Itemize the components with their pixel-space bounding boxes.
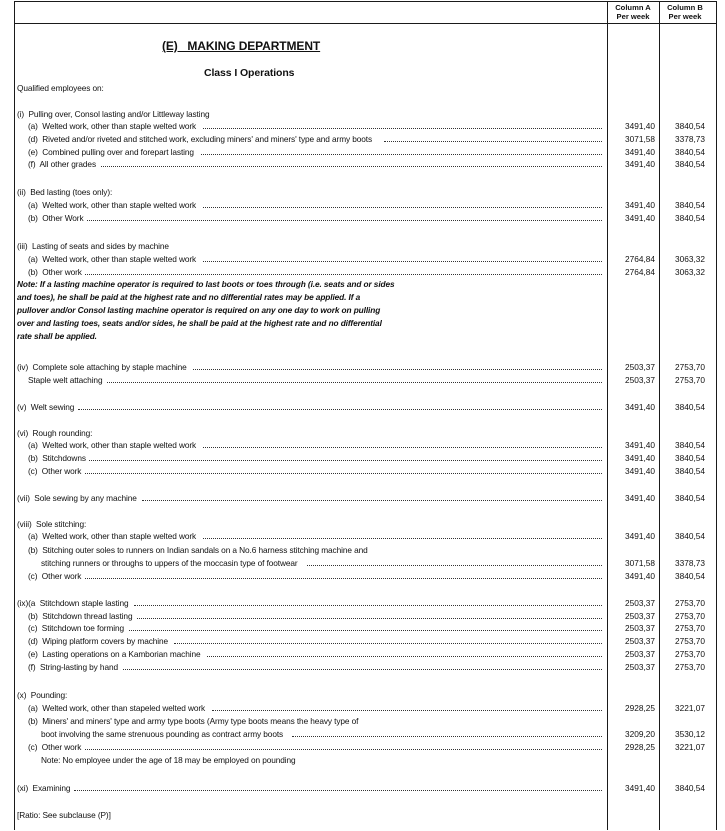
frame-left-line: [14, 1, 15, 830]
qualified-label: Qualified employees on:: [17, 83, 104, 93]
row-label: (c) Other work: [28, 742, 82, 752]
row-label: (b) Stitchdown thread lasting: [28, 611, 133, 621]
column-b-value: 3063,32: [675, 254, 705, 264]
row-label: (a) Welted work, other than stapeled welted work: [28, 703, 206, 713]
row-label: (c) Other work: [28, 571, 82, 581]
row-label: (f) String-lasting by hand: [28, 662, 118, 672]
row-label: (a) Welted work, other than staple welted work: [28, 200, 197, 210]
leader-dots: [193, 369, 602, 370]
row-label: (iv) Complete sole attaching by staple machine: [17, 362, 187, 372]
column-a-value: 2503,37: [625, 649, 655, 659]
column-b-value: 3840,54: [675, 402, 705, 412]
frame-right-line: [716, 1, 717, 830]
row-label: Note: If a lasting machine operator is required to last boots or toes through (i.e. seats and or sides: [17, 279, 395, 289]
column-b-value: 3840,54: [675, 440, 705, 450]
column-a-value: 2503,37: [625, 611, 655, 621]
column-a-value: 2503,37: [625, 636, 655, 646]
leader-dots: [142, 500, 602, 501]
column-a-value: 2928,25: [625, 703, 655, 713]
leader-dots: [85, 274, 602, 275]
row-label: (a) Welted work, other than staple welted work: [28, 440, 197, 450]
row-label: Staple welt attaching: [28, 375, 103, 385]
row-label: (d) Riveted and/or riveted and stitched work, excluding miners' and miners' type and army boots: [28, 134, 373, 144]
column-b-value: 3840,54: [675, 213, 705, 223]
column-b-header: [660, 3, 710, 21]
header-bottom-line: [14, 23, 717, 24]
leader-dots: [85, 749, 602, 750]
leader-dots: [384, 141, 602, 142]
column-a-value: 3491,40: [625, 213, 655, 223]
column-b-value: 3840,54: [675, 531, 705, 541]
leader-dots: [203, 538, 602, 539]
leader-dots: [89, 460, 602, 461]
leader-dots: [174, 643, 602, 644]
column-b-value: 2753,70: [675, 636, 705, 646]
column-b-sub: Per week: [668, 12, 702, 21]
column-b-value: 2753,70: [675, 598, 705, 608]
row-label: (iii) Lasting of seats and sides by machine: [17, 241, 169, 251]
leader-dots: [212, 710, 602, 711]
column-a-value: 2928,25: [625, 742, 655, 752]
column-b-value: 3840,54: [675, 571, 705, 581]
column-a-value: 2764,84: [625, 254, 655, 264]
row-label: (b) Other work: [28, 267, 82, 277]
department-title: (E) MAKING DEPARTMENT: [162, 39, 321, 53]
column-b-value: 3840,54: [675, 200, 705, 210]
row-label: boot involving the same strenuous pounding as contract army boots: [41, 729, 284, 739]
leader-dots: [85, 578, 602, 579]
column-a-value: 3209,20: [625, 729, 655, 739]
leader-dots: [87, 220, 602, 221]
row-label: (x) Pounding:: [17, 690, 68, 700]
column-b-value: 2753,70: [675, 375, 705, 385]
leader-dots: [78, 409, 602, 410]
column-a-value: 3491,40: [625, 571, 655, 581]
leader-dots: [203, 261, 602, 262]
column-b-value: 3840,54: [675, 159, 705, 169]
column-a-value: 3491,40: [625, 783, 655, 793]
row-label: (vi) Rough rounding:: [17, 428, 93, 438]
row-label: over and lasting toes, seats and/or sides, he shall be paid at the highest rate and no differential: [17, 318, 382, 328]
class-title: Class I Operations: [204, 67, 295, 79]
column-a-header: [608, 3, 658, 21]
leader-dots: [292, 736, 602, 737]
row-label: and toes), he shall be paid at the highest rate and no differential rates may be applied. If a: [17, 292, 361, 302]
row-label: (b) Stitchdowns: [28, 453, 86, 463]
column-a-value: 2764,84: [625, 267, 655, 277]
leader-dots: [307, 565, 602, 566]
column-b-value: 3530,12: [675, 729, 705, 739]
column-b-value: 3840,54: [675, 121, 705, 131]
row-label: (b) Stitching outer soles to runners on Indian sandals on a No.6 harness stitching machine and: [28, 545, 368, 555]
row-label: (viii) Sole stitching:: [17, 519, 87, 529]
column-a-value: 3071,58: [625, 134, 655, 144]
row-label: (c) Other work: [28, 466, 82, 476]
row-label: (b) Other Work: [28, 213, 84, 223]
leader-dots: [137, 618, 602, 619]
column-b-value: 3840,54: [675, 147, 705, 157]
column-a-title: Column A: [615, 3, 651, 12]
row-label: (a) Welted work, other than staple welted work: [28, 531, 197, 541]
column-b-title: Column B: [667, 3, 703, 12]
column-a-value: 3491,40: [625, 493, 655, 503]
row-label: (xi) Examining: [17, 783, 71, 793]
row-label: (ix)(a Stitchdown staple lasting: [17, 598, 129, 608]
leader-dots: [201, 154, 602, 155]
row-label: pullover and/or Consol lasting machine operator is required on any one day to work on pulling: [17, 305, 381, 315]
column-b-value: 2753,70: [675, 649, 705, 659]
column-a-value: 2503,37: [625, 662, 655, 672]
frame-top-line: [14, 1, 717, 2]
column-a-sub: Per week: [616, 12, 650, 21]
leader-dots: [123, 669, 602, 670]
column-b-value: 3221,07: [675, 703, 705, 713]
row-label: (vii) Sole sewing by any machine: [17, 493, 137, 503]
column-a-value: 2503,37: [625, 375, 655, 385]
column-b-left-line: [659, 1, 660, 830]
document-page: [14, 1, 717, 830]
row-label: (ii) Bed lasting (toes only):: [17, 187, 113, 197]
row-label: Note: No employee under the age of 18 may be employed on pounding: [41, 755, 296, 765]
column-a-value: 2503,37: [625, 598, 655, 608]
column-a-value: 3491,40: [625, 200, 655, 210]
row-label: [Ratio: See subclause (P)]: [17, 810, 111, 820]
column-b-value: 2753,70: [675, 362, 705, 372]
column-a-value: 3491,40: [625, 402, 655, 412]
column-b-value: 2753,70: [675, 611, 705, 621]
column-a-value: 3491,40: [625, 440, 655, 450]
column-b-value: 3378,73: [675, 134, 705, 144]
leader-dots: [203, 207, 602, 208]
column-b-value: 2753,70: [675, 623, 705, 633]
row-label: (f) All other grades: [28, 159, 96, 169]
row-label: (i) Pulling over, Consol lasting and/or Littleway lasting: [17, 109, 210, 119]
column-b-value: 3063,32: [675, 267, 705, 277]
row-label: (b) Miners' and miners' type and army type boots (Army type boots means the heavy type of: [28, 716, 359, 726]
row-label: (a) Welted work, other than staple welted work: [28, 254, 197, 264]
column-a-value: 3491,40: [625, 466, 655, 476]
column-b-value: 3221,07: [675, 742, 705, 752]
row-label: (e) Lasting operations on a Kamborian machine: [28, 649, 201, 659]
leader-dots: [101, 166, 602, 167]
row-label: (d) Wiping platform covers by machine: [28, 636, 169, 646]
row-label: (a) Welted work, other than staple welted work: [28, 121, 197, 131]
column-a-value: 3491,40: [625, 121, 655, 131]
row-label: rate shall be applied.: [17, 331, 97, 341]
row-label: stitching runners or throughs to uppers of the moccasin type of footwear: [41, 558, 298, 568]
column-a-value: 3491,40: [625, 453, 655, 463]
column-a-value: 2503,37: [625, 623, 655, 633]
leader-dots: [129, 630, 602, 631]
leader-dots: [85, 473, 602, 474]
leader-dots: [203, 447, 602, 448]
column-b-value: 2753,70: [675, 662, 705, 672]
column-a-value: 2503,37: [625, 362, 655, 372]
leader-dots: [74, 790, 602, 791]
leader-dots: [203, 128, 602, 129]
column-b-value: 3840,54: [675, 783, 705, 793]
row-label: (c) Stitchdown toe forming: [28, 623, 124, 633]
column-b-value: 3840,54: [675, 466, 705, 476]
column-b-value: 3840,54: [675, 493, 705, 503]
row-label: (v) Welt sewing: [17, 402, 75, 412]
column-a-value: 3071,58: [625, 558, 655, 568]
leader-dots: [207, 656, 602, 657]
column-a-value: 3491,40: [625, 147, 655, 157]
column-a-value: 3491,40: [625, 531, 655, 541]
column-b-value: 3840,54: [675, 453, 705, 463]
row-label: (e) Combined pulling over and forepart lasting: [28, 147, 194, 157]
leader-dots: [134, 605, 602, 606]
column-a-value: 3491,40: [625, 159, 655, 169]
column-a-left-line: [607, 1, 608, 830]
column-b-value: 3378,73: [675, 558, 705, 568]
leader-dots: [107, 382, 602, 383]
